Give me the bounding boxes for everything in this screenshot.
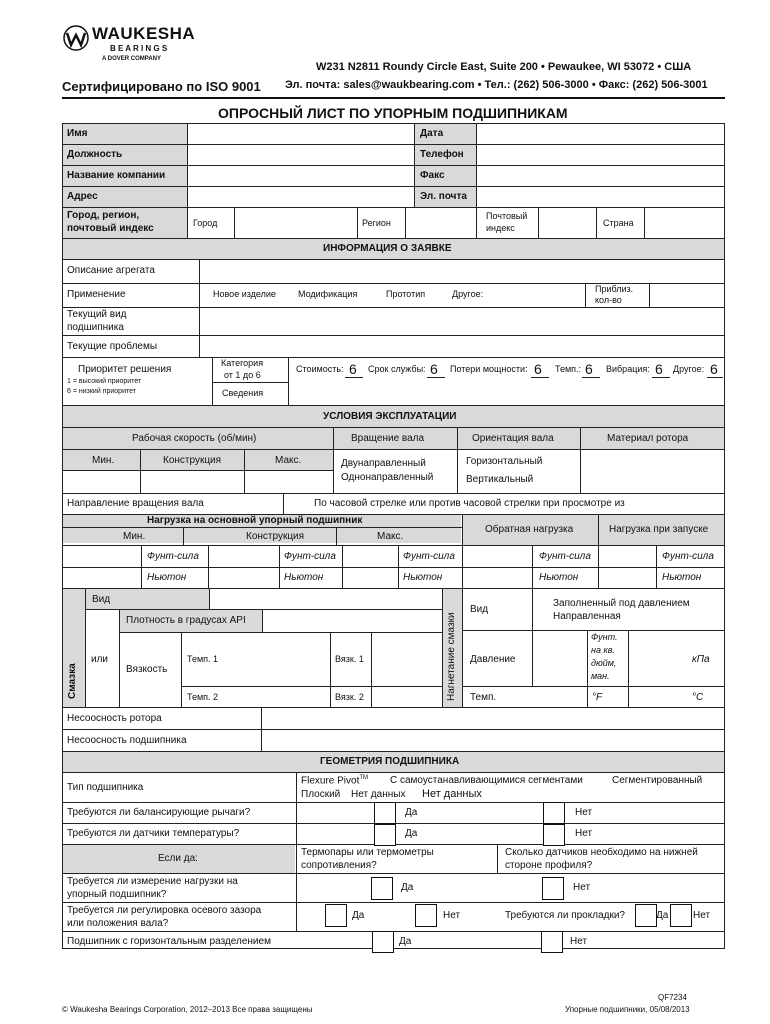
bearing-misalignment-field[interactable] [263,731,723,750]
load-max-label: Макс. [377,531,404,542]
temp2-label: Темп. 2 [187,692,219,702]
city-label: Город [193,218,218,228]
company-logo [62,22,196,66]
other-priority-value[interactable]: 6 [710,361,718,377]
temp1-field[interactable] [232,634,328,684]
load-design-label: Конструкция [246,531,305,542]
load-min-newton-field[interactable] [64,569,140,587]
axial-adjust-label-2: или положения вала? [67,918,169,929]
pressure-label: Давление [470,654,516,665]
bearing-type-label: Тип подшипника [67,782,144,793]
approx-qty-label-2: кол-во [595,295,622,305]
date-label: Дата [420,128,444,139]
application-label: Применение [67,289,126,300]
position-field[interactable] [189,146,412,164]
segmented-option[interactable]: Сегментированный [612,775,703,786]
fax-field[interactable] [478,167,723,185]
horizontal-split-yes-checkbox[interactable] [372,931,394,953]
shims-yes-label: Да [656,910,669,921]
shaft-rotation-label: Вращение вала [351,433,425,444]
design-lbf-unit: Фунт-сила [284,551,336,562]
horizontal-split-label: Подшипник с горизонтальным разделением [67,936,271,947]
psi-unit-3: дюйм, [591,658,617,668]
startup-lbf-unit: Фунт-сила [662,551,714,562]
horizontal-split-yes-label: Да [399,936,412,947]
logo-brand: WAUKESHA [92,24,196,43]
current-type-label-2: подшипника [67,322,124,333]
no-data-option[interactable]: Нет данных [351,789,406,800]
iso-certification: Сертифицировано по ISO 9001 [62,79,261,94]
date-field[interactable] [478,125,723,143]
lube-injection-label: Нагнетание смазки [446,612,457,701]
min-lbf-unit: Фунт-сила [147,551,199,562]
injection-temp-c-field[interactable] [630,688,688,706]
temp-sensors-no-label: Нет [575,828,593,839]
shaft-orientation-label: Ориентация вала [472,433,554,444]
application-prototype[interactable]: Прототип [386,289,426,299]
horizontal-split-no-label: Нет [570,936,588,947]
position-label: Должность [67,149,123,160]
design-newton-unit: Ньютон [284,572,324,583]
startup-lbf-field[interactable] [600,547,655,566]
name-field[interactable] [189,125,412,143]
startup-newton-unit: Ньютон [662,572,702,583]
shims-label: Требуются ли прокладки? [505,910,625,921]
life-label: Срок службы: [368,364,426,374]
load-design-lbf-field[interactable] [210,547,278,566]
category-label-2: от 1 до 6 [224,370,261,380]
unidirectional-option[interactable]: Однонаправленный [341,472,434,483]
pressurized-option[interactable]: Заполненный под давлением [553,598,690,609]
celsius-unit: °C [692,692,704,703]
lubrication-label: Смазка [67,663,78,699]
priority-low-note: 6 = низкий приоритет [67,388,136,395]
cost-priority-value[interactable]: 6 [349,361,357,377]
priority-label: Приоритет решения [78,364,172,375]
region-field[interactable] [407,209,474,237]
company-label: Название компании [67,170,166,181]
rotor-material-field[interactable] [582,451,723,492]
horizontal-split-no-checkbox[interactable] [541,931,563,953]
load-design-newton-field[interactable] [210,569,278,587]
category-label-1: Категория [221,358,264,368]
shims-yes-checkbox[interactable] [635,904,657,927]
current-type-label-1: Текущий вид [67,309,127,320]
form-title: ОПРОСНЫЙ ЛИСТ ПО УПОРНЫМ ПОДШИПНИКАМ [218,105,568,121]
shims-no-label: Нет [693,910,711,921]
horizontal-option[interactable]: Горизонтальный [466,456,543,467]
footer-form-code: QF7234 [658,993,687,1002]
temp1-label: Темп. 1 [187,654,219,664]
psi-unit-4: ман. [591,671,610,681]
geometry-section-title: ГЕОМЕТРИЯ ПОДШИПНИКА [320,756,460,767]
lube-type-label: Вид [92,594,111,605]
approx-qty-field[interactable] [651,285,723,306]
logo-sub: B E A R I N G S [110,44,168,53]
postal-label-2: индекс [486,223,515,233]
email-field[interactable] [478,188,723,206]
operating-section-title: УСЛОВИЯ ЭКСПЛУАТАЦИИ [323,411,457,422]
axial-adjust-no-checkbox[interactable] [415,904,437,927]
power-loss-priority-value[interactable]: 6 [534,361,542,377]
current-problems-field[interactable] [201,337,723,356]
axial-adjust-yes-label: Да [352,910,365,921]
unit-description-label: Описание агрегата [67,265,155,276]
load-measurement-label-1: Требуется ли измерение нагрузки на [67,876,238,887]
company-contacts: Эл. почта: sales@waukbearing.com • Тел.: (262) 506-3000 • Факс: (262) 506-3001 [285,79,708,91]
axial-adjust-label-1: Требуется ли регулировка осевого зазора [67,905,262,916]
temp-sensors-yes-label: Да [405,828,418,839]
temp-priority-label: Темп.: [555,364,582,374]
min-newton-unit: Ньютон [147,572,187,583]
temp-sensors-no-checkbox[interactable] [543,824,565,846]
footer-copyright: © Waukesha Bearings Corporation, 2012–2013 Все права защищены [62,1005,313,1014]
load-measurement-yes-checkbox[interactable] [371,877,393,900]
reverse-newton-field[interactable] [464,569,531,587]
sensor-count-question-2: стороне профиля? [505,860,593,871]
city-region-label-2: почтовый индекс [67,223,154,234]
leveling-links-label: Требуются ли балансирующие рычаги? [67,807,251,818]
temp2-field[interactable] [232,688,328,706]
pressure-psi-field[interactable] [534,632,586,685]
load-measurement-label-2: упорный подшипник? [67,889,167,900]
email-label: Эл. почта [420,191,467,202]
injection-temp-f-field[interactable] [534,688,586,706]
application-other[interactable]: Другое: [452,289,484,299]
load-max-newton-field[interactable] [344,569,397,587]
load-min-label: Мин. [123,531,146,542]
axial-adjust-no-label: Нет [443,910,461,921]
bearing-misalignment-label: Несоосность подшипника [67,735,187,746]
pressure-kpa-field[interactable] [630,632,688,685]
speed-min-field[interactable] [64,472,138,492]
visc1-field[interactable] [373,634,440,684]
reverse-lbf-unit: Фунт-сила [539,551,591,562]
rotor-material-label: Материал ротора [607,433,689,444]
speed-label: Рабочая скорость (об/мин) [132,433,257,444]
application-new[interactable]: Новое изделие [213,289,276,299]
temp-sensors-label: Требуются ли датчики температуры? [67,828,240,839]
kpa-unit: кПа [692,654,710,665]
request-section-title: ИНФОРМАЦИЯ О ЗАЯВКЕ [323,243,452,254]
speed-max-label: Макс. [275,455,302,466]
max-lbf-unit: Фунт-сила [403,551,455,562]
info-field[interactable] [290,383,723,404]
shims-no-checkbox[interactable] [670,904,692,927]
bearing-type-value[interactable]: Нет данных [422,788,482,800]
cost-label: Стоимость: [296,364,344,374]
fax-label: Факс [420,170,445,181]
unit-description-field[interactable] [201,261,723,282]
visc2-field[interactable] [373,688,440,706]
speed-design-field[interactable] [142,472,242,492]
speed-max-field[interactable] [246,472,332,492]
life-priority-value[interactable]: 6 [430,361,438,377]
leveling-yes-label: Да [405,807,418,818]
phone-label: Телефон [420,149,464,160]
flat-option[interactable]: Плоский [301,789,341,800]
leveling-no-label: Нет [575,807,593,818]
postal-field[interactable] [540,209,594,237]
main-load-label: Нагрузка на основной упорный подшипник [147,515,363,526]
load-measurement-yes-label: Да [401,882,414,893]
logo-company: A DOVER COMPANY [102,56,162,62]
temp-priority-value[interactable]: 6 [585,361,593,377]
reverse-newton-unit: Ньютон [539,572,579,583]
lube-type-field[interactable] [211,590,440,608]
other-priority-label: Другое: [673,364,705,374]
region-label: Регион [362,218,391,228]
sensor-count-question-1: Сколько датчиков необходимо на нижней [505,847,698,858]
visc1-label: Вязк. 1 [335,654,364,664]
load-max-lbf-field[interactable] [344,547,397,566]
country-label: Страна [603,218,634,228]
injection-type-label: Вид [470,604,489,615]
startup-newton-field[interactable] [600,569,655,587]
vibration-label: Вибрация: [606,364,650,374]
rtd-question-1[interactable]: Термопары или термометры [301,847,434,858]
rotation-direction-field[interactable] [650,495,723,513]
current-type-field[interactable] [201,309,723,334]
company-address: W231 N2811 Roundy Circle East, Suite 200 • Pewaukee, WI 53072 • США [316,61,692,73]
psi-unit-1: Фунт. [591,632,618,642]
name-label: Имя [67,128,88,139]
viscosity-label: Вязкость [126,664,168,675]
bidirectional-option[interactable]: Двунаправленный [341,458,426,469]
if-yes-label: Если да: [158,853,198,864]
company-field[interactable] [189,167,412,185]
psi-unit-2: на кв. [591,645,615,655]
speed-design-label: Конструкция [163,455,222,466]
load-measurement-no-label: Нет [573,882,591,893]
postal-label-1: Почтовый [486,211,528,221]
api-gravity-field[interactable] [264,611,440,631]
axial-adjust-yes-checkbox[interactable] [325,904,347,927]
leveling-no-checkbox[interactable] [543,802,565,824]
phone-field[interactable] [478,146,723,164]
rotor-misalignment-field[interactable] [263,709,723,728]
injection-temp-label: Темп. [470,692,497,703]
current-problems-label: Текущие проблемы [67,341,158,352]
rotor-misalignment-label: Несоосность ротора [67,713,162,724]
info-label: Сведения [222,388,264,398]
city-field[interactable] [236,209,355,237]
reverse-load-label: Обратная нагрузка [485,524,574,535]
or-label: или [91,654,109,665]
temp-sensors-yes-checkbox[interactable] [374,824,396,846]
visc2-label: Вязк. 2 [335,692,364,702]
speed-min-label: Мин. [92,455,115,466]
address-label: Адрес [67,191,98,202]
application-modification[interactable]: Модификация [298,289,358,299]
city-region-label-1: Город, регион, [67,210,140,221]
country-field[interactable] [646,209,723,237]
approx-qty-label-1: Приблиз. [595,284,634,294]
self-aligning-option[interactable]: С самоустанавливающимися сегментами [390,775,583,786]
leveling-yes-checkbox[interactable] [374,802,396,824]
footer-doc-info: Упорные подшипники, 05/08/2013 [565,1005,690,1014]
fahrenheit-unit: °F [592,692,603,703]
load-min-lbf-field[interactable] [64,547,140,566]
flexure-pivot-option[interactable]: Flexure Pivot™ [301,775,369,787]
rtd-question-2[interactable]: сопротивления? [301,860,377,871]
vertical-option[interactable]: Вертикальный [466,474,534,485]
startup-load-label: Нагрузка при запуске [609,524,709,535]
rotation-direction-note: По часовой стрелке или против часовой стрелки при просмотре из [314,498,625,509]
rotation-direction-label: Направление вращения вала [67,498,204,509]
load-measurement-no-checkbox[interactable] [542,877,564,900]
priority-high-note: 1 = высокий приоритет [67,378,142,385]
max-newton-unit: Ньютон [403,572,443,583]
reverse-lbf-field[interactable] [464,547,531,566]
power-loss-label: Потери мощности: [450,364,528,374]
address-field[interactable] [189,188,412,206]
logo-mark [62,24,90,52]
directed-option[interactable]: Направленная [553,611,621,622]
vibration-priority-value[interactable]: 6 [655,361,663,377]
api-gravity-label: Плотность в градусах API [126,615,246,626]
